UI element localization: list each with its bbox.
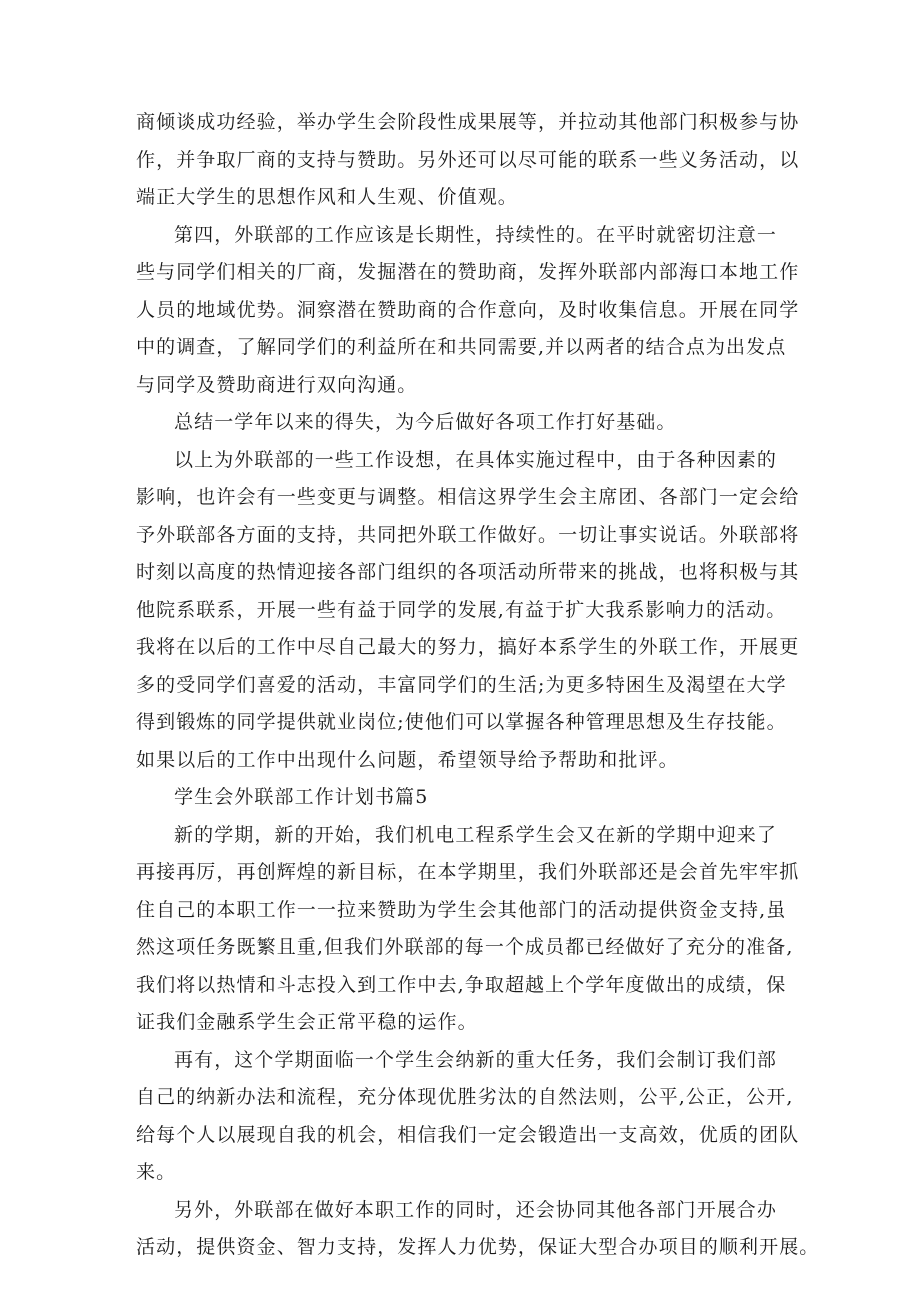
text-line: 证我们金融系学生会正常平稳的运作。 <box>136 1011 478 1033</box>
section-heading: 学生会外联部工作计划书篇5 <box>174 786 429 808</box>
paragraph-first-line: 再有，这个学期面临一个学生会纳新的重大任务，我们会制订我们部 <box>174 1048 778 1071</box>
text-line: 我将在以后的工作中尽自己最大的努力，搞好本系学生的外联工作，开展更 <box>136 636 800 658</box>
paragraph-first-line: 第四，外联部的工作应该是长期性，持续性的。在平时就密切注意一 <box>174 223 778 246</box>
text-line: 再接再厉，再创辉煌的新目标，在本学期里，我们外联部还是会首先牢牢抓 <box>136 861 800 883</box>
text-line: 影响，也许会有一些变更与调整。相信这界学生会主席团、各部门一定会给 <box>136 486 800 508</box>
text-line: 如果以后的工作中出现什么问题，希望领导给予帮助和批评。 <box>136 748 679 771</box>
text-line: 来。 <box>136 1161 177 1183</box>
text-line: 得到锻炼的同学提供就业岗位;使他们可以掌握各种管理思想及生存技能。 <box>136 711 787 733</box>
text-line: 多的受同学们喜爱的活动，丰富同学们的生活;为更多特困生及渴望在大学 <box>136 673 787 696</box>
text-line: 商倾谈成功经验，举办学生会阶段性成果展等，并拉动其他部门积极参与协 <box>136 111 800 133</box>
text-line: 予外联部各方面的支持，共同把外联工作做好。一切让事实说话。外联部将 <box>136 523 800 546</box>
text-line: 与同学及赞助商进行双向沟通。 <box>136 373 418 396</box>
text-line: 时刻以高度的热情迎接各部门组织的各项活动所带来的挑战，也将积极与其 <box>136 561 800 583</box>
document-body <box>136 104 820 1267</box>
text-line: 些与同学们相关的厂商，发掘潜在的赞助商，发挥外联部内部海口本地工作 <box>136 261 800 283</box>
text-line: 我们将以热情和斗志投入到工作中去,争取超越上个学年度做出的成绩，保 <box>136 973 787 996</box>
text-line: 人员的地域优势。洞察潜在赞助商的合作意向，及时收集信息。开展在同学 <box>136 298 800 321</box>
text-line: 中的调查，了解同学们的利益所在和共同需要,并以两者的结合点为出发点 <box>136 336 787 358</box>
text-line: 住自己的本职工作一一拉来赞助为学生会其他部门的活动提供资金支持,虽 <box>136 898 787 921</box>
text-line: 活动，提供资金、智力支持，发挥人力优势，保证大型合办项目的顺利开展。 <box>136 1236 820 1258</box>
text-line: 作，并争取厂商的支持与赞助。另外还可以尽可能的联系一些义务活动，以 <box>136 148 800 171</box>
paragraph-first-line: 以上为外联部的一些工作设想，在具体实施过程中，由于各种因素的 <box>174 448 778 471</box>
text-line: 他院系联系，开展一些有益于同学的发展,有益于扩大我系影响力的活动。 <box>136 598 787 621</box>
text-line: 自己的纳新办法和流程，充分体现优胜劣汰的自然法则，公平,公正，公开, <box>136 1086 794 1108</box>
paragraph-first-line: 总结一学年以来的得失，为今后做好各项工作打好基础。 <box>174 411 677 433</box>
text-line: 给每个人以展现自我的机会，相信我们一定会锻造出一支高效，优质的团队 <box>136 1123 800 1146</box>
text-line: 端正大学生的思想作风和人生观、价值观。 <box>136 186 518 208</box>
text-line: 然这项任务既繁且重,但我们外联部的每一个成员都已经做好了充分的准备, <box>136 936 794 958</box>
paragraph-first-line: 另外，外联部在做好本职工作的同时，还会协同其他各部门开展合办 <box>174 1198 778 1221</box>
paragraph-first-line: 新的学期，新的开始，我们机电工程系学生会又在新的学期中迎来了 <box>174 823 778 846</box>
